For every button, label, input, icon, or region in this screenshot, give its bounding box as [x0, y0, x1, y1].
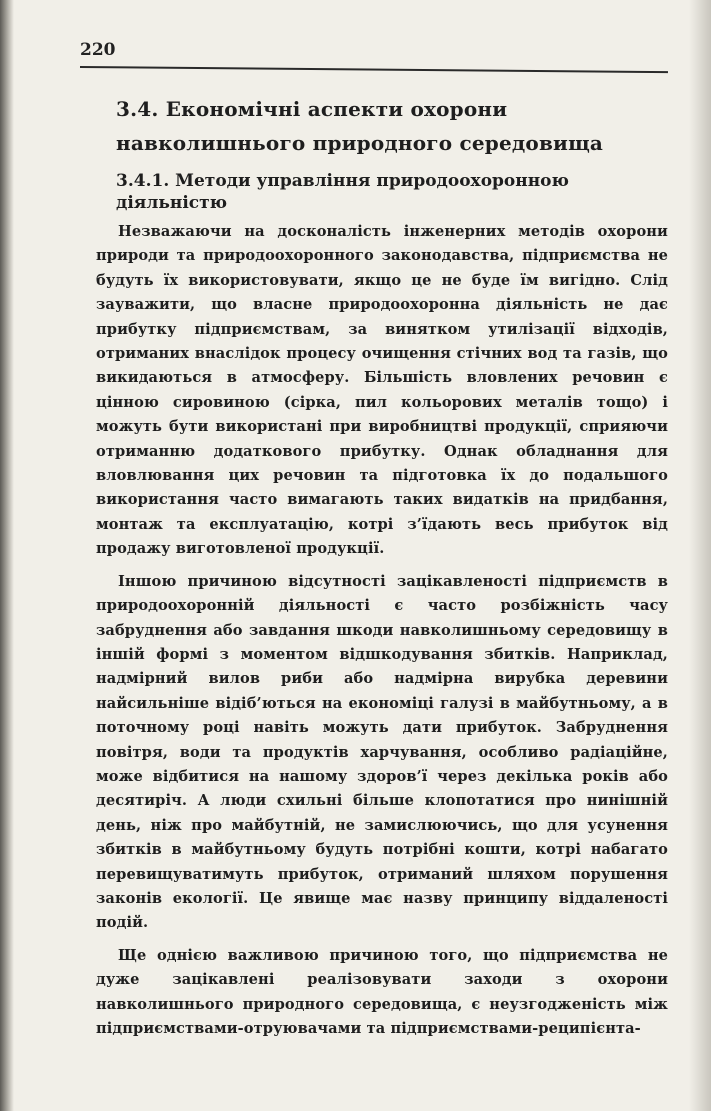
section-title: Економічні аспекти охорони навколишнього природного середовища — [116, 97, 604, 155]
page-edge-shadow — [689, 0, 711, 1111]
header-rule — [80, 66, 668, 73]
page-content — [96, 92, 668, 1049]
paragraph-3: Ще однією важливою причиною того, що підприємства не дуже зацікавлені реалізовувати заходи з охорони навколишнього природного середовища, є неузгодженість між підприємствами-отруювачами та підприємствами-реципієнта- — [96, 946, 668, 1037]
section-heading — [116, 92, 668, 160]
subsection-number: 3.4.1. — [116, 171, 170, 191]
section-number: 3.4. — [116, 97, 159, 121]
page-number: 220 — [80, 40, 116, 60]
subsection-heading — [116, 170, 668, 214]
paragraph-2: Іншою причиною відсутності зацікавленості підприємств в природоохоронній діяльності є часто розбіжність часу забруднення або завдання шкоди навколишньому середовищу в іншій формі з моментом відшкодування збитків. Наприклад, надмірний вилов риби або надмірна вирубка деревини найсильніше відіб’ються на економіці галузі в майбутньому, а в поточному році навіть можуть дати прибуток. Забруднення повітря, води та продуктів харчування, особливо радіаційне, може відбитися на нашому здоров’ї через декілька років або десятиріч. А люди схильні більше клопотатися про нинішній день, ніж про майбутній, не замислюючись, що для усунення збитків в майбутньому будуть потрібні кошти, котрі набагато перевищуватимуть прибуток, отриманий шляхом порушення законів екології. Це явище має назву принципу віддаленості подій. — [96, 572, 668, 932]
binding-shadow — [0, 0, 14, 1111]
paragraph-1: Незважаючи на досконалість інженерних методів охорони природи та природоохоронного законодавства, підприємства не будуть їх використовувати, якщо це не буде їм вигідно. Слід зауважити, що власне природоохоронна діяльність не дає прибутку підприємствам, за винятком утилізації відходів, отриманих внаслідок процесу очищення стічних вод та газів, що викидаються в атмосферу. Більшість вловлених речовин є цінною сировиною (сірка, пил кольорових металів тощо) і можуть бути використані при виробництві продукції, сприяючи отриманню додаткового прибутку. Однак обладнання для вловлювання цих речовин та підготовка їх до подальшого використання часто вимагають таких видатків на придбання, монтаж та експлуатацію, котрі з’їдають весь прибуток від продажу виготовленої продукції. — [96, 223, 668, 558]
subsection-title: Методи управління природоохоронною діяльністю — [116, 171, 569, 213]
